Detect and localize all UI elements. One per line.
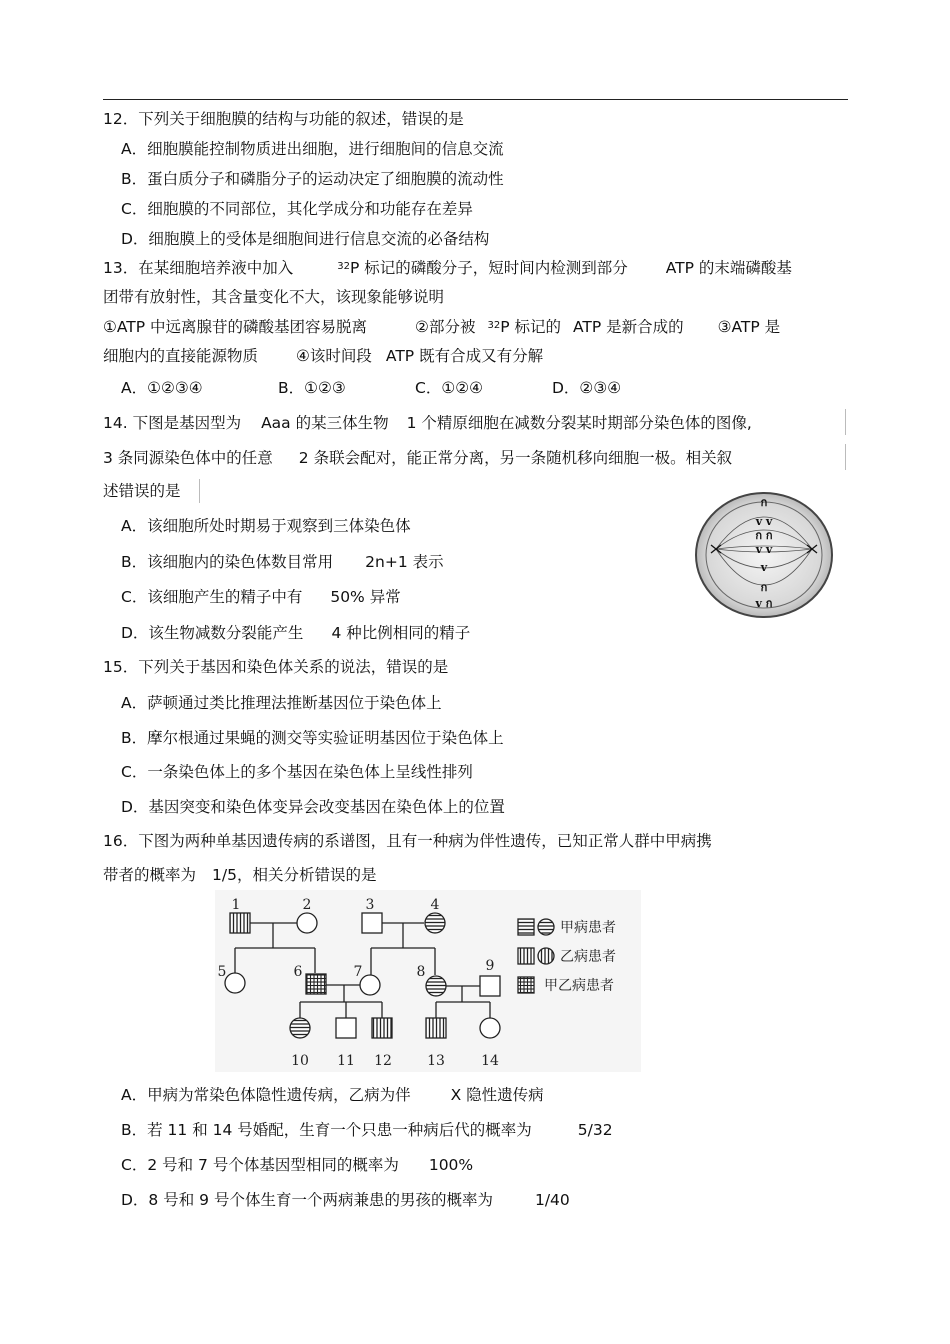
q13-statement-2c: ATP 是新合成的 [572,318,684,336]
individual-8 [426,976,446,996]
legend-jia: 甲病患者 [560,920,616,936]
pedigree-id-9: 9 [485,958,495,974]
q14-option-b [121,552,444,572]
q16-option-a-value: X 隐性遗传病 [450,1086,544,1104]
pedigree-id-3: 3 [365,897,375,913]
q14-option-d-value: 4 种比例相同的精子 [331,624,471,642]
q14-line-2b: 2 条联会配对，能正常分离，另一条随机移向细胞一极。相关叙 [298,449,733,467]
pedigree-chart [215,890,641,1072]
q13-statement-3: ③ATP 是 [717,318,781,336]
q12-option-c: C．细胞膜的不同部位，其化学成分和功能存在差异 [121,200,473,218]
scan-artifact-bar [199,479,200,503]
q14-option-b-text: B．该细胞内的染色体数目常用 [121,553,334,571]
q14-option-b-value: 2n+1 表示 [365,553,444,571]
q14-line-3: 述错误的是 [103,482,181,500]
top-rule [103,99,848,100]
q13-sup-2: 32 [487,320,501,331]
q14-stem [103,413,752,433]
q14-stem-a: 14. 下图是基因型为 [103,414,242,432]
q13-stem-b: P 标记的磷酸分子，短时间内检测到部分 [349,259,628,277]
pedigree-id-6: 6 [293,964,303,980]
pedigree-id-1: 1 [231,897,241,913]
q14-line-2 [103,448,732,468]
q13-statement-2b: P 标记的 [500,318,561,336]
q14-option-a: A．该细胞所处时期易于观察到三体染色体 [121,517,411,535]
q16-line-2b: 1/5，相关分析错误的是 [212,866,377,884]
individual-3 [362,913,382,933]
individual-5 [225,973,245,993]
svg-text:ก: ก [760,496,768,509]
q12-stem: 12．下列关于细胞膜的结构与功能的叙述，错误的是 [103,110,464,128]
svg-text:ก: ก [760,581,768,594]
q14-stem-c: 1 个精原细胞在减数分裂某时期部分染色体的图像, [406,414,752,432]
svg-text:ก ก: ก ก [755,529,773,542]
svg-text:v ก: v ก [755,597,773,610]
q13-line-4a: 细胞内的直接能源物质 [103,347,259,365]
q16-option-d-value: 1/40 [534,1191,570,1209]
scan-artifact-bar [845,444,846,470]
q16-option-c-value: 100% [428,1156,474,1174]
q14-line-2a: 3 条同源染色体中的任意 [103,449,273,467]
individual-13 [426,1018,446,1038]
q16-option-a-text: A．甲病为常染色体隐性遗传病，乙病为伴 [121,1086,411,1104]
individual-6 [306,974,326,994]
pedigree-id-12: 12 [374,1053,392,1069]
q13-line-4 [103,346,543,366]
q13-line-2: 团带有放射性，其含量变化不大，该现象能够说明 [103,288,445,306]
q16-option-a [121,1085,544,1105]
q13-stem-c: ATP 的末端磷酸基 [665,259,792,277]
svg-text:v v: v v [755,515,773,528]
meiosis-cell-figure [694,491,834,619]
q13-stem [103,258,792,281]
q13-sup-1: 32 [337,261,350,272]
q15-stem: 15．下列关于基因和染色体关系的说法，错误的是 [103,658,449,676]
q12-option-a: A．细胞膜能控制物质进出细胞，进行细胞间的信息交流 [121,140,504,158]
q13-statements [103,317,780,340]
q16-option-c-text: C．2 号和 7 号个体基因型相同的概率为 [121,1156,399,1174]
individual-7 [360,975,380,995]
q16-stem: 16．下图为两种单基因遗传病的系谱图，且有一种病为伴性遗传，已知正常人群中甲病携 [103,832,712,850]
q15-option-b: B．摩尔根通过果蝇的测交等实验证明基因位于染色体上 [121,729,504,747]
q13-option-a: A．①②③④ [121,379,203,397]
q15-option-d: D．基因突变和染色体变异会改变基因在染色体上的位置 [121,798,505,816]
q16-option-d-text: D．8 号和 9 号个体生育一个两病兼患的男孩的概率为 [121,1191,493,1209]
q13-option-b: B．①②③ [278,379,346,397]
pedigree-id-10: 10 [291,1053,309,1069]
q12-option-b: B．蛋白质分子和磷脂分子的运动决定了细胞膜的流动性 [121,170,504,188]
q13-statement-2a: ②部分被 [415,318,476,336]
pedigree-id-2: 2 [302,897,312,913]
q16-option-b [121,1120,613,1140]
q16-option-b-text: B．若 11 和 14 号婚配，生育一个只患一种病后代的概率为 [121,1121,532,1139]
q16-option-d [121,1190,570,1210]
q13-stem-a: 13．在某细胞培养液中加入 [103,259,294,277]
q13-option-d: D．②③④ [552,379,622,397]
q16-option-c [121,1155,473,1175]
q15-option-c: C．一条染色体上的多个基因在染色体上呈线性排列 [121,763,473,781]
q14-option-c-value: 50% 异常 [330,588,401,606]
q16-line-2 [103,865,376,885]
individual-9 [480,976,500,996]
svg-text:v v: v v [755,543,773,556]
individual-1 [230,913,250,933]
individual-4 [425,913,445,933]
q16-line-2a: 带者的概率为 [103,866,197,884]
q13-option-c: C．①②④ [415,379,484,397]
individual-12 [372,1018,392,1038]
q14-option-d-text: D．该生物减数分裂能产生 [121,624,304,642]
pedigree-id-5: 5 [217,964,227,980]
q15-option-a: A．萨顿通过类比推理法推断基因位于染色体上 [121,694,442,712]
q13-line-4b: ④该时间段 [296,347,372,365]
q14-option-c [121,587,401,607]
svg-text:v: v [760,561,768,574]
individual-14 [480,1018,500,1038]
pedigree-id-4: 4 [430,897,440,913]
q16-option-b-value: 5/32 [577,1121,613,1139]
pedigree-id-11: 11 [337,1053,355,1069]
legend-yi: 乙病患者 [560,949,616,965]
q14-option-c-text: C．该细胞产生的精子中有 [121,588,303,606]
individual-11 [336,1018,356,1038]
scan-artifact-bar [845,409,846,435]
q14-option-d [121,623,470,643]
pedigree-id-13: 13 [427,1053,445,1069]
pedigree-id-8: 8 [416,964,426,980]
individual-2 [297,913,317,933]
legend-jiayi: 甲乙病患者 [544,978,614,994]
q14-stem-b: Aaa 的某三体生物 [261,414,389,432]
pedigree-id-14: 14 [481,1053,499,1069]
q12-option-d: D．细胞膜上的受体是细胞间进行信息交流的必备结构 [121,230,490,248]
pedigree-id-7: 7 [353,964,363,980]
q13-line-4c: ATP 既有合成又有分解 [385,347,544,365]
individual-10 [290,1018,310,1038]
q13-statement-1: ①ATP 中远离腺苷的磷酸基团容易脱离 [103,318,368,336]
